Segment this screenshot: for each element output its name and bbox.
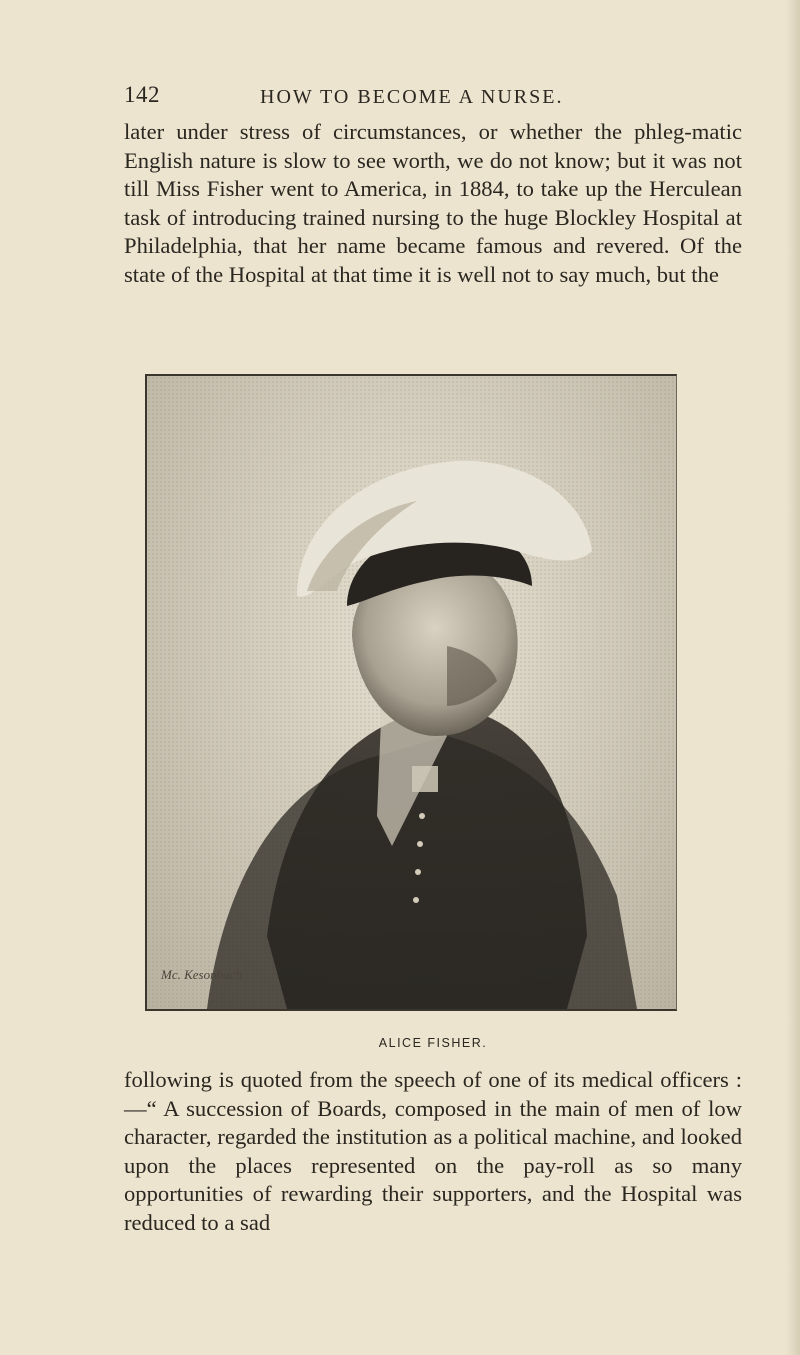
- portrait-illustration: [147, 376, 677, 1009]
- page-edge-shadow: [786, 0, 800, 1355]
- figure-caption: ALICE FISHER.: [378, 1036, 488, 1050]
- body-paragraph-top: later under stress of circumstances, or whether the phleg-matic English nature is slow to see worth, we do not know; but it was not till Miss Fisher went to America, in 1884, to take up the Herculean task of introducing trained nursing to the huge Blockley Hospital at Philadelphia, that her name became famous and revered. Of the state of the Hospital at that time it is well not to say much, but the: [124, 119, 742, 287]
- running-title: HOW TO BECOME A NURSE.: [260, 86, 564, 108]
- page-number: 142: [124, 82, 160, 107]
- photographer-signature: Mc. Kesonbach: [161, 967, 242, 982]
- portrait-photograph: [145, 374, 677, 1011]
- running-header: [124, 82, 744, 112]
- body-paragraph-bottom: following is quoted from the speech of one of its medical officers :—“ A succession of Boards, composed in the main of men of low character, regarded the institution as a political machine, and looked upon the places represented on the pay-roll as so many opportunities of rewarding their supporters, and the Hospital was reduced to a sad: [124, 1067, 742, 1235]
